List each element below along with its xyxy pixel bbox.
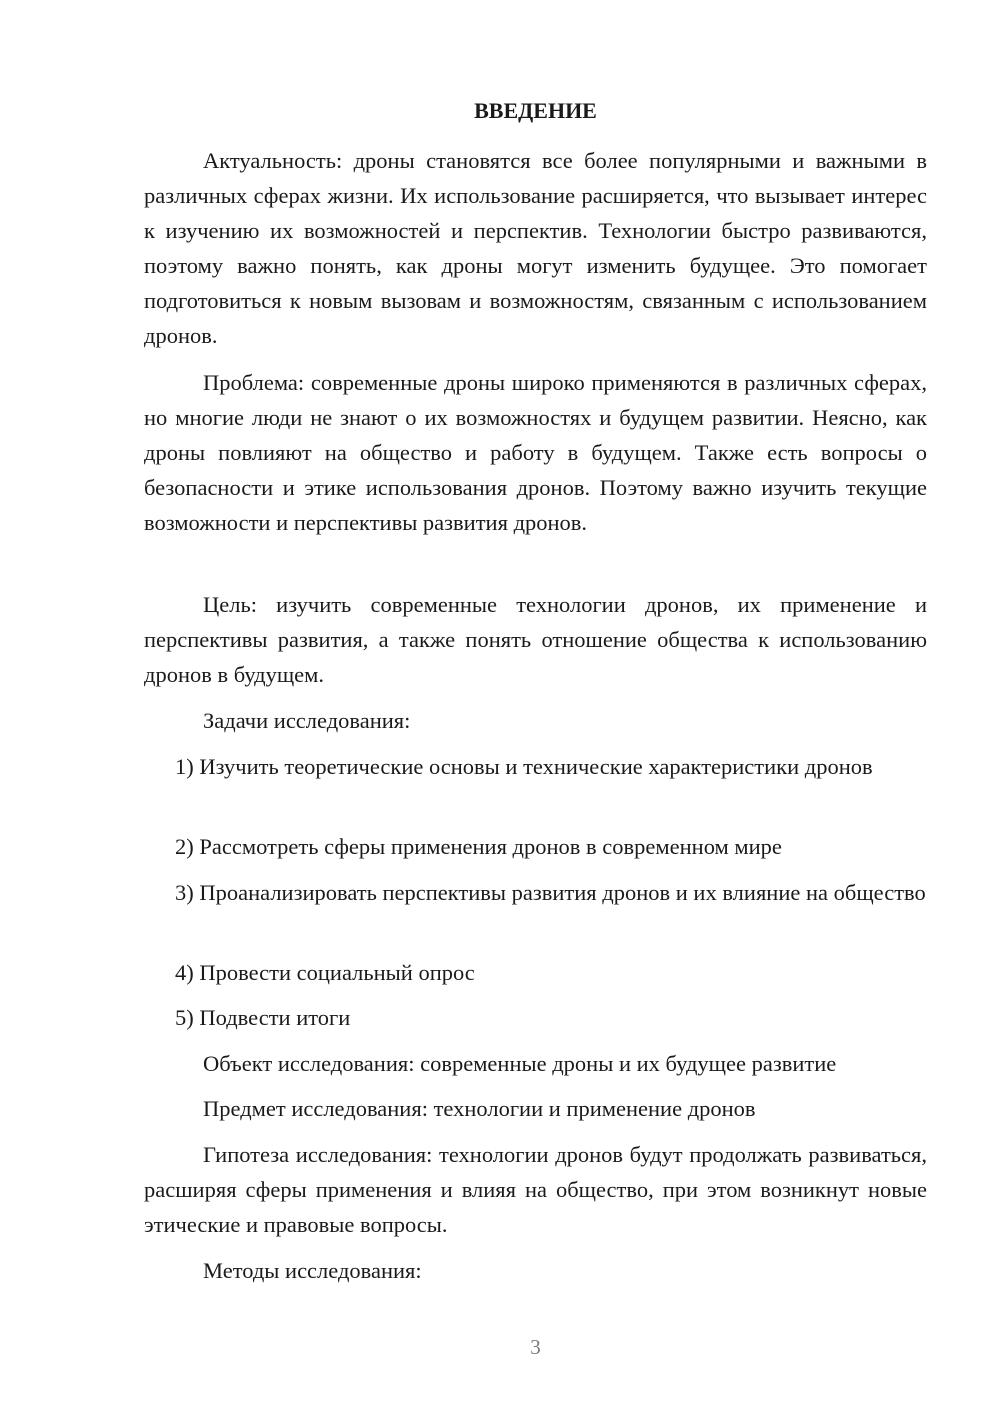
methods-heading: Методы исследования: — [203, 1258, 422, 1283]
tasks-heading: Задачи исследования: — [203, 708, 411, 733]
paragraph-problem: Проблема: современные дроны широко применяются в различных сферах, но многие люди не знают о их возможностях и будущем развитии. Неясно, как дроны повлияют на общество и работу в будущем. Также есть вопросы о безопасности и этике использования дронов. Поэтому важно изучить текущие возможности и перспективы развития дронов. — [144, 370, 927, 535]
page-number: 3 — [530, 1335, 541, 1359]
task-item-4: 4) Провести социальный опрос — [175, 960, 475, 985]
task-item-3: 3) Проанализировать перспективы развития дронов и их влияние на общество — [175, 880, 926, 905]
task-item-2: 2) Рассмотреть сферы применения дронов в современном мире — [175, 834, 782, 859]
task-item-5: 5) Подвести итоги — [175, 1005, 351, 1030]
paragraph-goal: Цель: изучить современные технологии дронов, их применение и перспективы развития, а также понять отношение общества к использованию дронов в будущем. — [144, 592, 927, 687]
page-title: ВВЕДЕНИЕ — [474, 98, 597, 123]
paragraph-object: Объект исследования: современные дроны и их будущее развитие — [203, 1051, 837, 1076]
paragraph-hypothesis: Гипотеза исследования: технологии дронов будут продолжать развиваться, расширяя сферы применения и влияя на общество, при этом возникнут новые этические и правовые вопросы. — [144, 1142, 927, 1237]
task-item-1: 1) Изучить теоретические основы и технические характеристики дронов — [175, 754, 873, 779]
paragraph-subject: Предмет исследования: технологии и применение дронов — [203, 1096, 756, 1121]
paragraph-relevance: Актуальность: дроны становятся все более популярными и важными в различных сферах жизни. Их использование расширяется, что вызывает интерес к изучению их возможностей и перспектив. Технологии быстро развиваются, поэтому важно понять, как дроны могут изменить будущее. Это помогает подготовиться к новым вызовам и возможностям, связанным с использованием дронов. — [144, 148, 927, 348]
